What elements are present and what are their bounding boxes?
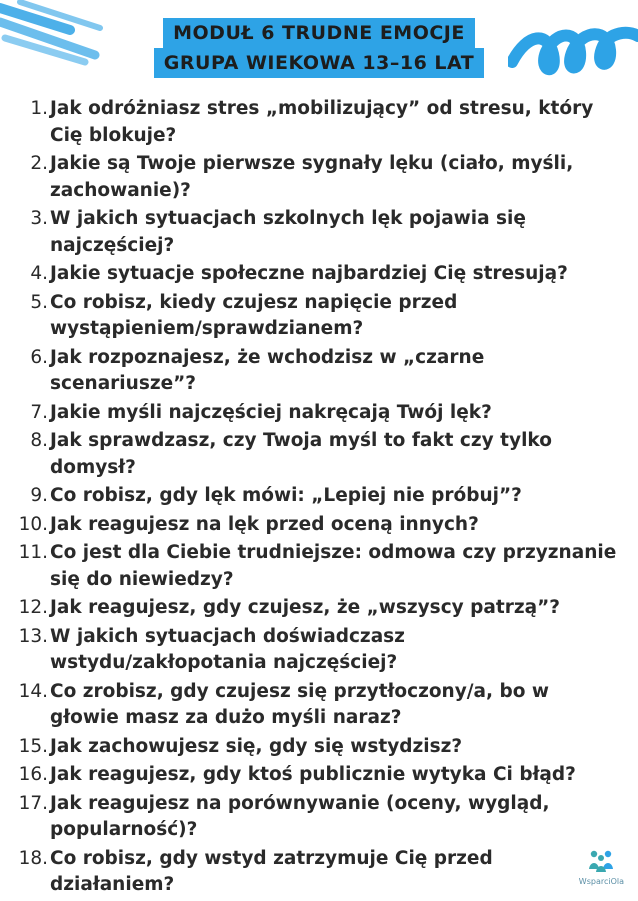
question-text: Jak reagujesz na porównywanie (oceny, wygląd, popularność)? [50, 792, 550, 840]
question-item [0, 428, 638, 481]
question-number: 2. [30, 153, 48, 174]
question-text: Jak zachowujesz się, gdy się wstydzisz? [50, 735, 463, 757]
question-number: 11. [18, 542, 48, 563]
question-text: Jakie sytuacje społeczne najbardziej Cię stresują? [50, 263, 568, 284]
question-number: 5. [30, 291, 48, 313]
question-number: 17. [18, 792, 48, 814]
question-text: Co robisz, gdy lęk mówi: „Lepiej nie próbuj”? [50, 485, 522, 506]
question-item [0, 595, 638, 622]
question-item [0, 151, 638, 204]
question-item [0, 624, 638, 677]
question-number: 7. [30, 401, 48, 423]
question-item [0, 540, 638, 593]
question-number: 6. [30, 346, 48, 368]
question-item [0, 261, 638, 288]
question-number: 3. [30, 208, 48, 229]
question-list [0, 96, 638, 901]
people-icon [586, 849, 616, 873]
question-text: Co jest dla Ciebie trudniejsze: odmowa czy przyznanie się do niewiedzy? [50, 542, 617, 590]
question-text: W jakich sytuacjach szkolnych lęk pojawia się najczęściej? [50, 208, 526, 256]
question-text: Jak reagujesz, gdy ktoś publicznie wytyka Ci błąd? [50, 764, 576, 785]
question-text: Co zrobisz, gdy czujesz się przytłoczony/a, bo w głowie masz za dużo myśli naraz? [50, 680, 549, 728]
logo [579, 849, 624, 886]
question-text: Jak rozpoznajesz, że wchodzisz w „czarne scenariusze”? [50, 346, 485, 394]
question-number: 12. [18, 597, 48, 618]
question-number: 14. [18, 680, 48, 702]
question-item [0, 679, 638, 732]
question-item [0, 762, 638, 789]
question-item [0, 96, 638, 149]
question-number: 10. [18, 513, 48, 535]
question-text: Co robisz, gdy wstyd zatrzymuje Cię przed działaniem? [50, 847, 493, 895]
question-number: 8. [30, 430, 48, 451]
question-text: Jak reagujesz, gdy czujesz, że „wszyscy patrzą”? [50, 597, 560, 618]
question-number: 18. [18, 847, 48, 869]
question-item [0, 734, 638, 761]
logo-text: WsparciOla [578, 877, 624, 886]
question-number: 16. [18, 764, 48, 785]
title-line-1: MODUŁ 6 TRUDNE EMOCJE [163, 18, 475, 48]
question-item [0, 206, 638, 259]
question-text: Jakie myśli najczęściej nakręcają Twój lęk? [50, 401, 492, 423]
question-text: Jak reagujesz na lęk przed oceną innych? [50, 513, 479, 535]
question-number: 13. [18, 625, 48, 647]
question-item [0, 345, 638, 398]
question-item [0, 290, 638, 343]
page-title [0, 18, 638, 78]
title-line-2: GRUPA WIEKOWA 13–16 LAT [154, 48, 484, 78]
question-number: 15. [18, 735, 48, 757]
question-text: W jakich sytuacjach doświadczasz wstydu/zakłopotania najczęściej? [50, 625, 405, 673]
question-text: Jakie są Twoje pierwsze sygnały lęku (ciało, myśli, zachowanie)? [50, 153, 574, 201]
question-text: Jak sprawdzasz, czy Twoja myśl to fakt czy tylko domysł? [50, 430, 552, 478]
question-item [0, 400, 638, 427]
question-number: 4. [30, 263, 48, 284]
question-item [0, 512, 638, 539]
question-number: 1. [30, 98, 48, 119]
question-text: Co robisz, kiedy czujesz napięcie przed wystąpieniem/sprawdzianem? [50, 291, 458, 339]
question-item [0, 846, 638, 899]
question-item [0, 791, 638, 844]
question-text: Jak odróżniasz stres „mobilizujący” od stresu, który Cię blokuje? [50, 98, 594, 146]
question-number: 9. [30, 485, 48, 506]
question-item [0, 483, 638, 510]
